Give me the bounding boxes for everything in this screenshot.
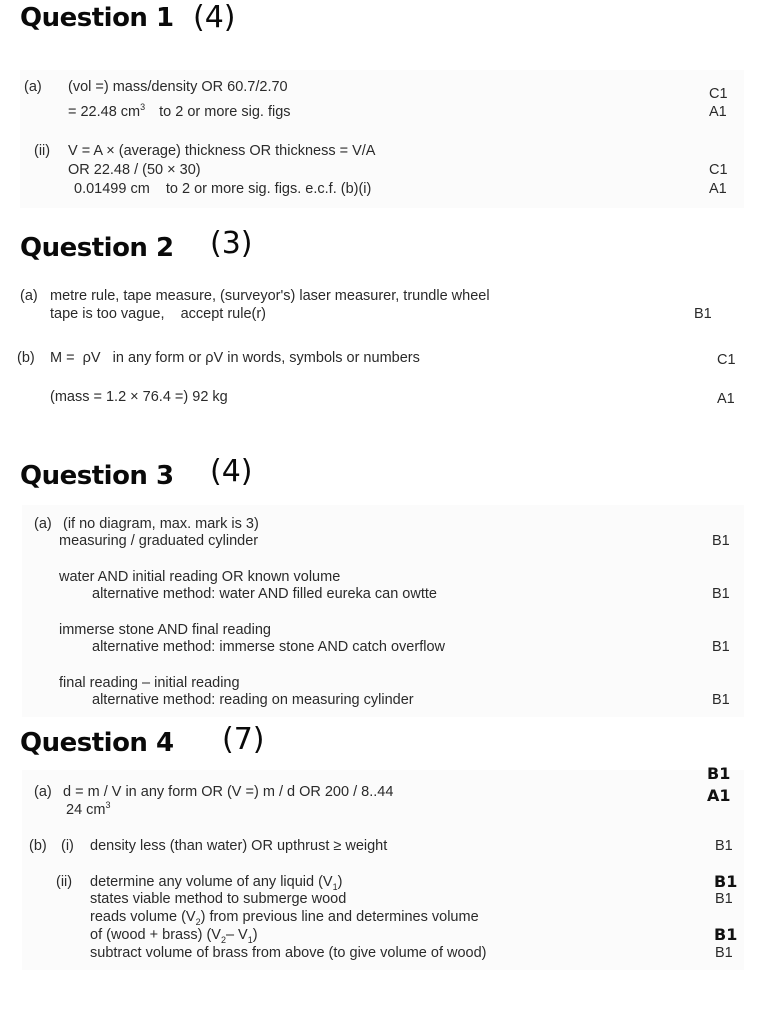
q3-line4: alternative method: water AND filled eureka can owtte (92, 586, 437, 602)
q4-a-handwritten-mark2: A1 (707, 786, 731, 805)
q2-marks: (3) (210, 226, 253, 261)
q2-a-mark: B1 (694, 306, 712, 322)
q4-bii-line1: determine any volume of any liquid $(V_1)$ (90, 874, 343, 892)
q1-a-line1: (vol =) mass/density OR 60.7/2.70 (68, 79, 288, 95)
q1-ii-mark2: A1 (709, 181, 727, 197)
q3-a-line1: (if no diagram, max. mark is 3) (63, 516, 259, 532)
q1-a-mark1: C1 (709, 86, 728, 102)
q2-b-mark1: C1 (717, 352, 736, 368)
q3-line7: final reading – initial reading (59, 675, 240, 691)
q3-mark1: B1 (712, 533, 730, 549)
q3-line6: alternative method: immerse stone AND catch overflow (92, 639, 445, 655)
q1-ii-line1: V = A × (average) thickness OR thickness = V/A (68, 143, 376, 159)
q2-b-label: (b) (17, 350, 35, 366)
q2-a-line1: metre rule, tape measure, (surveyor's) laser measurer, trundle wheel (50, 288, 490, 304)
q3-line3: water AND initial reading OR known volume (59, 569, 341, 585)
q4-bii-label: (ii) (56, 874, 73, 890)
q1-marks: (4) (193, 0, 236, 35)
q4-a-label: (a) (34, 784, 52, 800)
q4-bii-mark2: B1 (715, 891, 733, 907)
q4-title: Question 4 (20, 728, 174, 758)
q3-line8: alternative method: reading on measuring cylinder (92, 692, 414, 708)
q2-b-line1: M = ρV in any form or ρV in words, symbols or numbers (50, 350, 420, 366)
q3-marks: (4) (210, 454, 253, 489)
q4-bii-line3: reads volume $(V_2)$ from previous line and determines volume (90, 909, 479, 927)
q1-ii-line2: OR 22.48 / (50 × 30) (68, 162, 201, 178)
q2-b-line2: (mass = 1.2 × 76.4 =) 92 kg (50, 389, 228, 405)
q4-a-handwritten-mark1: B1 (707, 764, 731, 783)
q1-ii-line3: 0.01499 cm to 2 or more sig. figs. e.c.f. (b)(i) (74, 181, 372, 197)
q2-a-line2: tape is too vague, accept rule(r) (50, 306, 266, 322)
q4-b-label: (b) (29, 838, 47, 854)
q3-mark2: B1 (712, 586, 730, 602)
q3-mark3: B1 (712, 639, 730, 655)
q4-bi-line: density less (than water) OR upthrust ≥ weight (90, 838, 388, 854)
q2-title: Question 2 (20, 233, 174, 263)
q4-bii-line2: states viable method to submerge wood (90, 891, 347, 907)
q4-marks: (7) (222, 722, 265, 757)
q3-mark4: B1 (712, 692, 730, 708)
q4-bii-line5: subtract volume of brass from above (to give volume of wood) (90, 945, 487, 961)
q3-line5: immerse stone AND final reading (59, 622, 271, 638)
q2-b-mark2: A1 (717, 391, 735, 407)
q4-bii-line4: of (wood + brass) ($V_2-$ $V_1$) (90, 927, 258, 945)
q4-a-line2: 24 $cm^3$ (66, 800, 111, 818)
q1-a-mark2: A1 (709, 104, 727, 120)
q1-ii-mark1: C1 (709, 162, 728, 178)
q3-a-label: (a) (34, 516, 52, 532)
q1-a-line2: = 22.48 $cm^3$ to 2 or more sig. figs (68, 102, 291, 120)
q4-bi-label: (i) (61, 838, 74, 854)
q1-ii-label: (ii) (34, 143, 51, 159)
q1-title: Question 1 (20, 3, 174, 33)
q4-bii-mark5: B1 (715, 945, 733, 961)
q4-bi-mark: B1 (715, 838, 733, 854)
q2-a-label: (a) (20, 288, 38, 304)
q4-a-line1: d = m / V in any form OR (V =) m / d OR 200 / 8..44 (63, 784, 394, 800)
q4-bii-handwritten-mark2: B1 (714, 925, 738, 944)
q3-line2: measuring / graduated cylinder (59, 533, 259, 549)
q4-bii-handwritten-mark1: B1 (714, 872, 738, 891)
q1-a-label: (a) (24, 79, 42, 95)
q3-title: Question 3 (20, 461, 174, 491)
